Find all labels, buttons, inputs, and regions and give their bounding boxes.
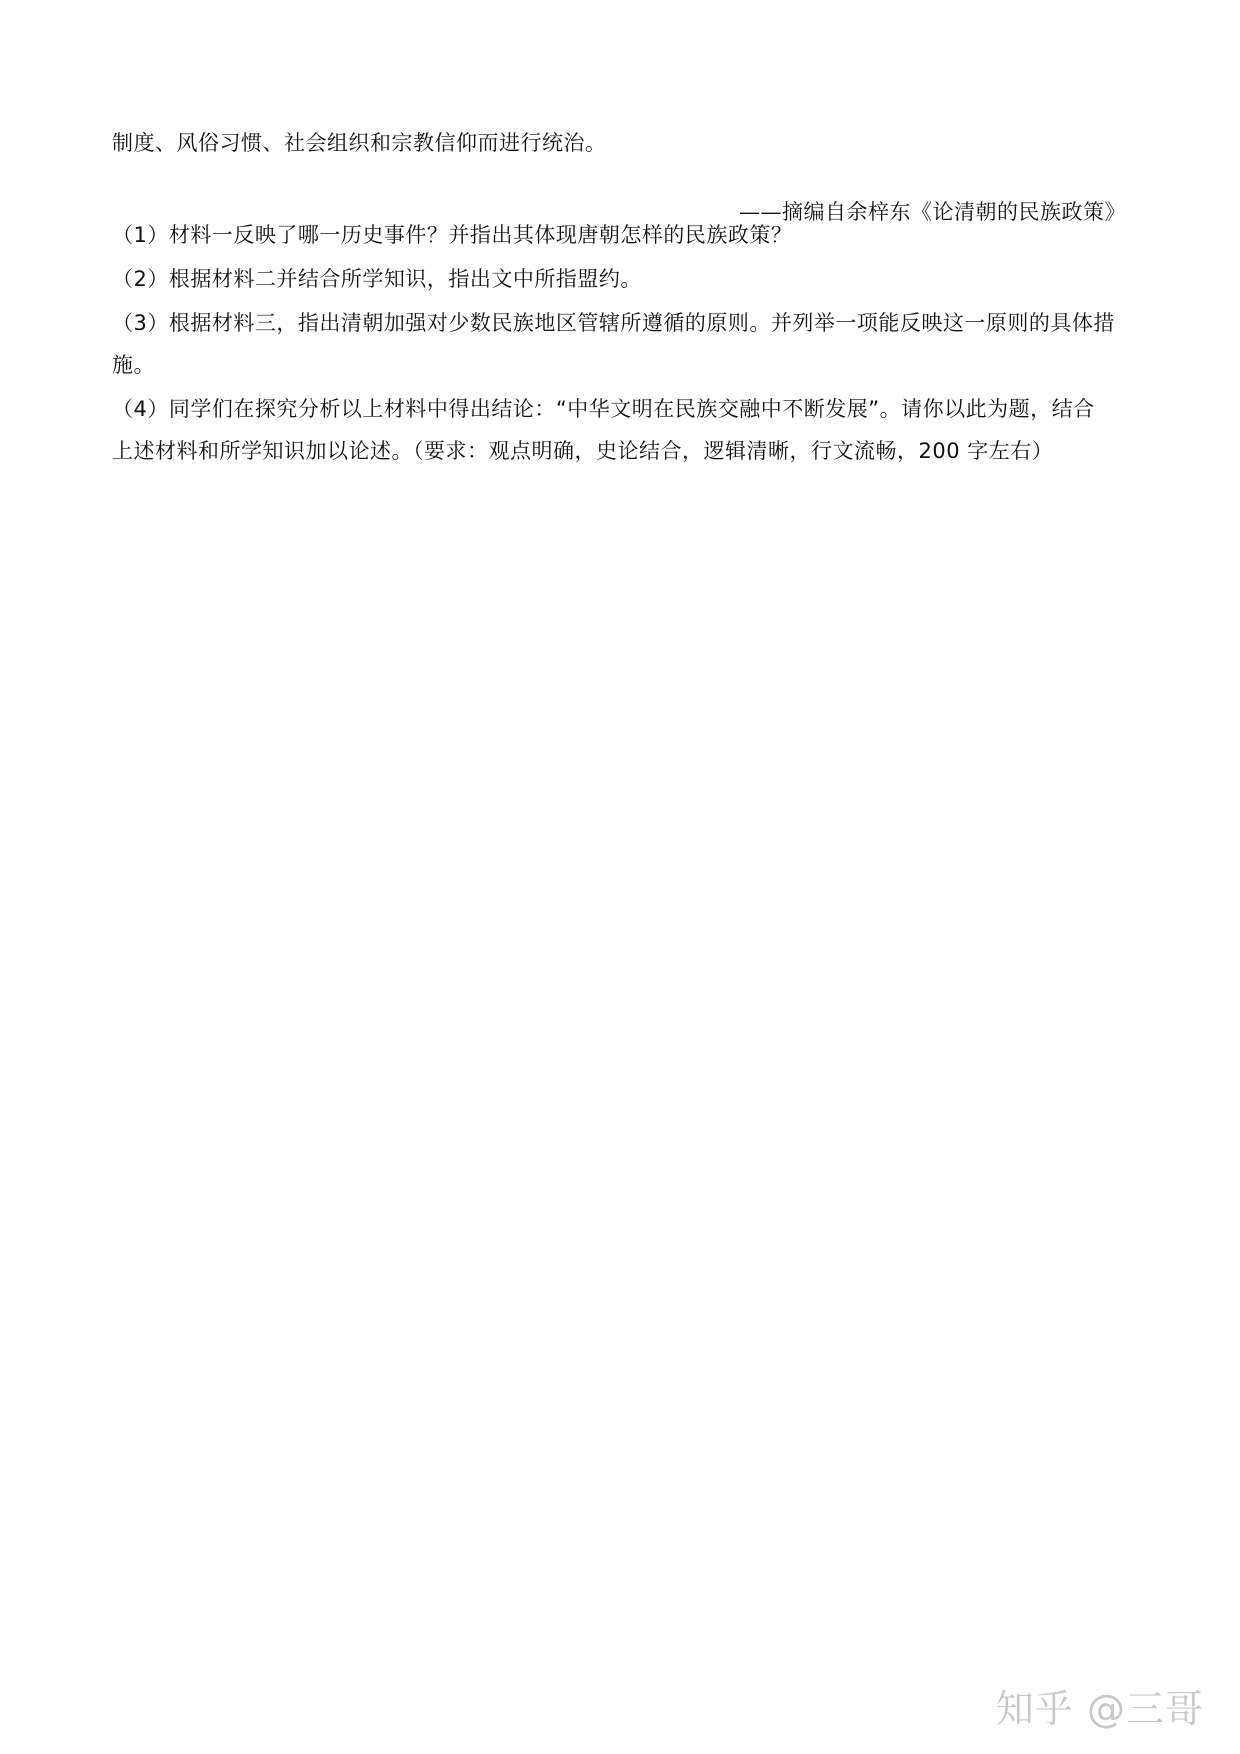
zhihu-watermark: 知乎 @三哥 [995,1687,1204,1731]
question-3-line-2: 施。 [112,353,155,377]
source-citation: ——摘编自余梓东《论清朝的民族政策》 [739,200,1126,224]
question-4-line-2: 上述材料和所学知识加以论述。（要求：观点明确，史论结合，逻辑清晰，行文流畅，200 字左右） [112,439,1054,463]
question-3-line-1: （3）根据材料三，指出清朝加强对少数民族地区管辖所遵循的原则。并列举一项能反映这一原则的具体措 [112,311,1115,335]
question-4-line-1: （4）同学们在探究分析以上材料中得出结论：“中华文明在民族交融中不断发展”。请你以此为题，结合 [112,397,1095,421]
question-2: （2）根据材料二并结合所学知识，指出文中所指盟约。 [112,267,642,291]
question-1: （1）材料一反映了哪一历史事件？并指出其体现唐朝怎样的民族政策？ [112,223,793,247]
material-three-continuation: 制度、风俗习惯、社会组织和宗教信仰而进行统治。 [112,131,607,155]
